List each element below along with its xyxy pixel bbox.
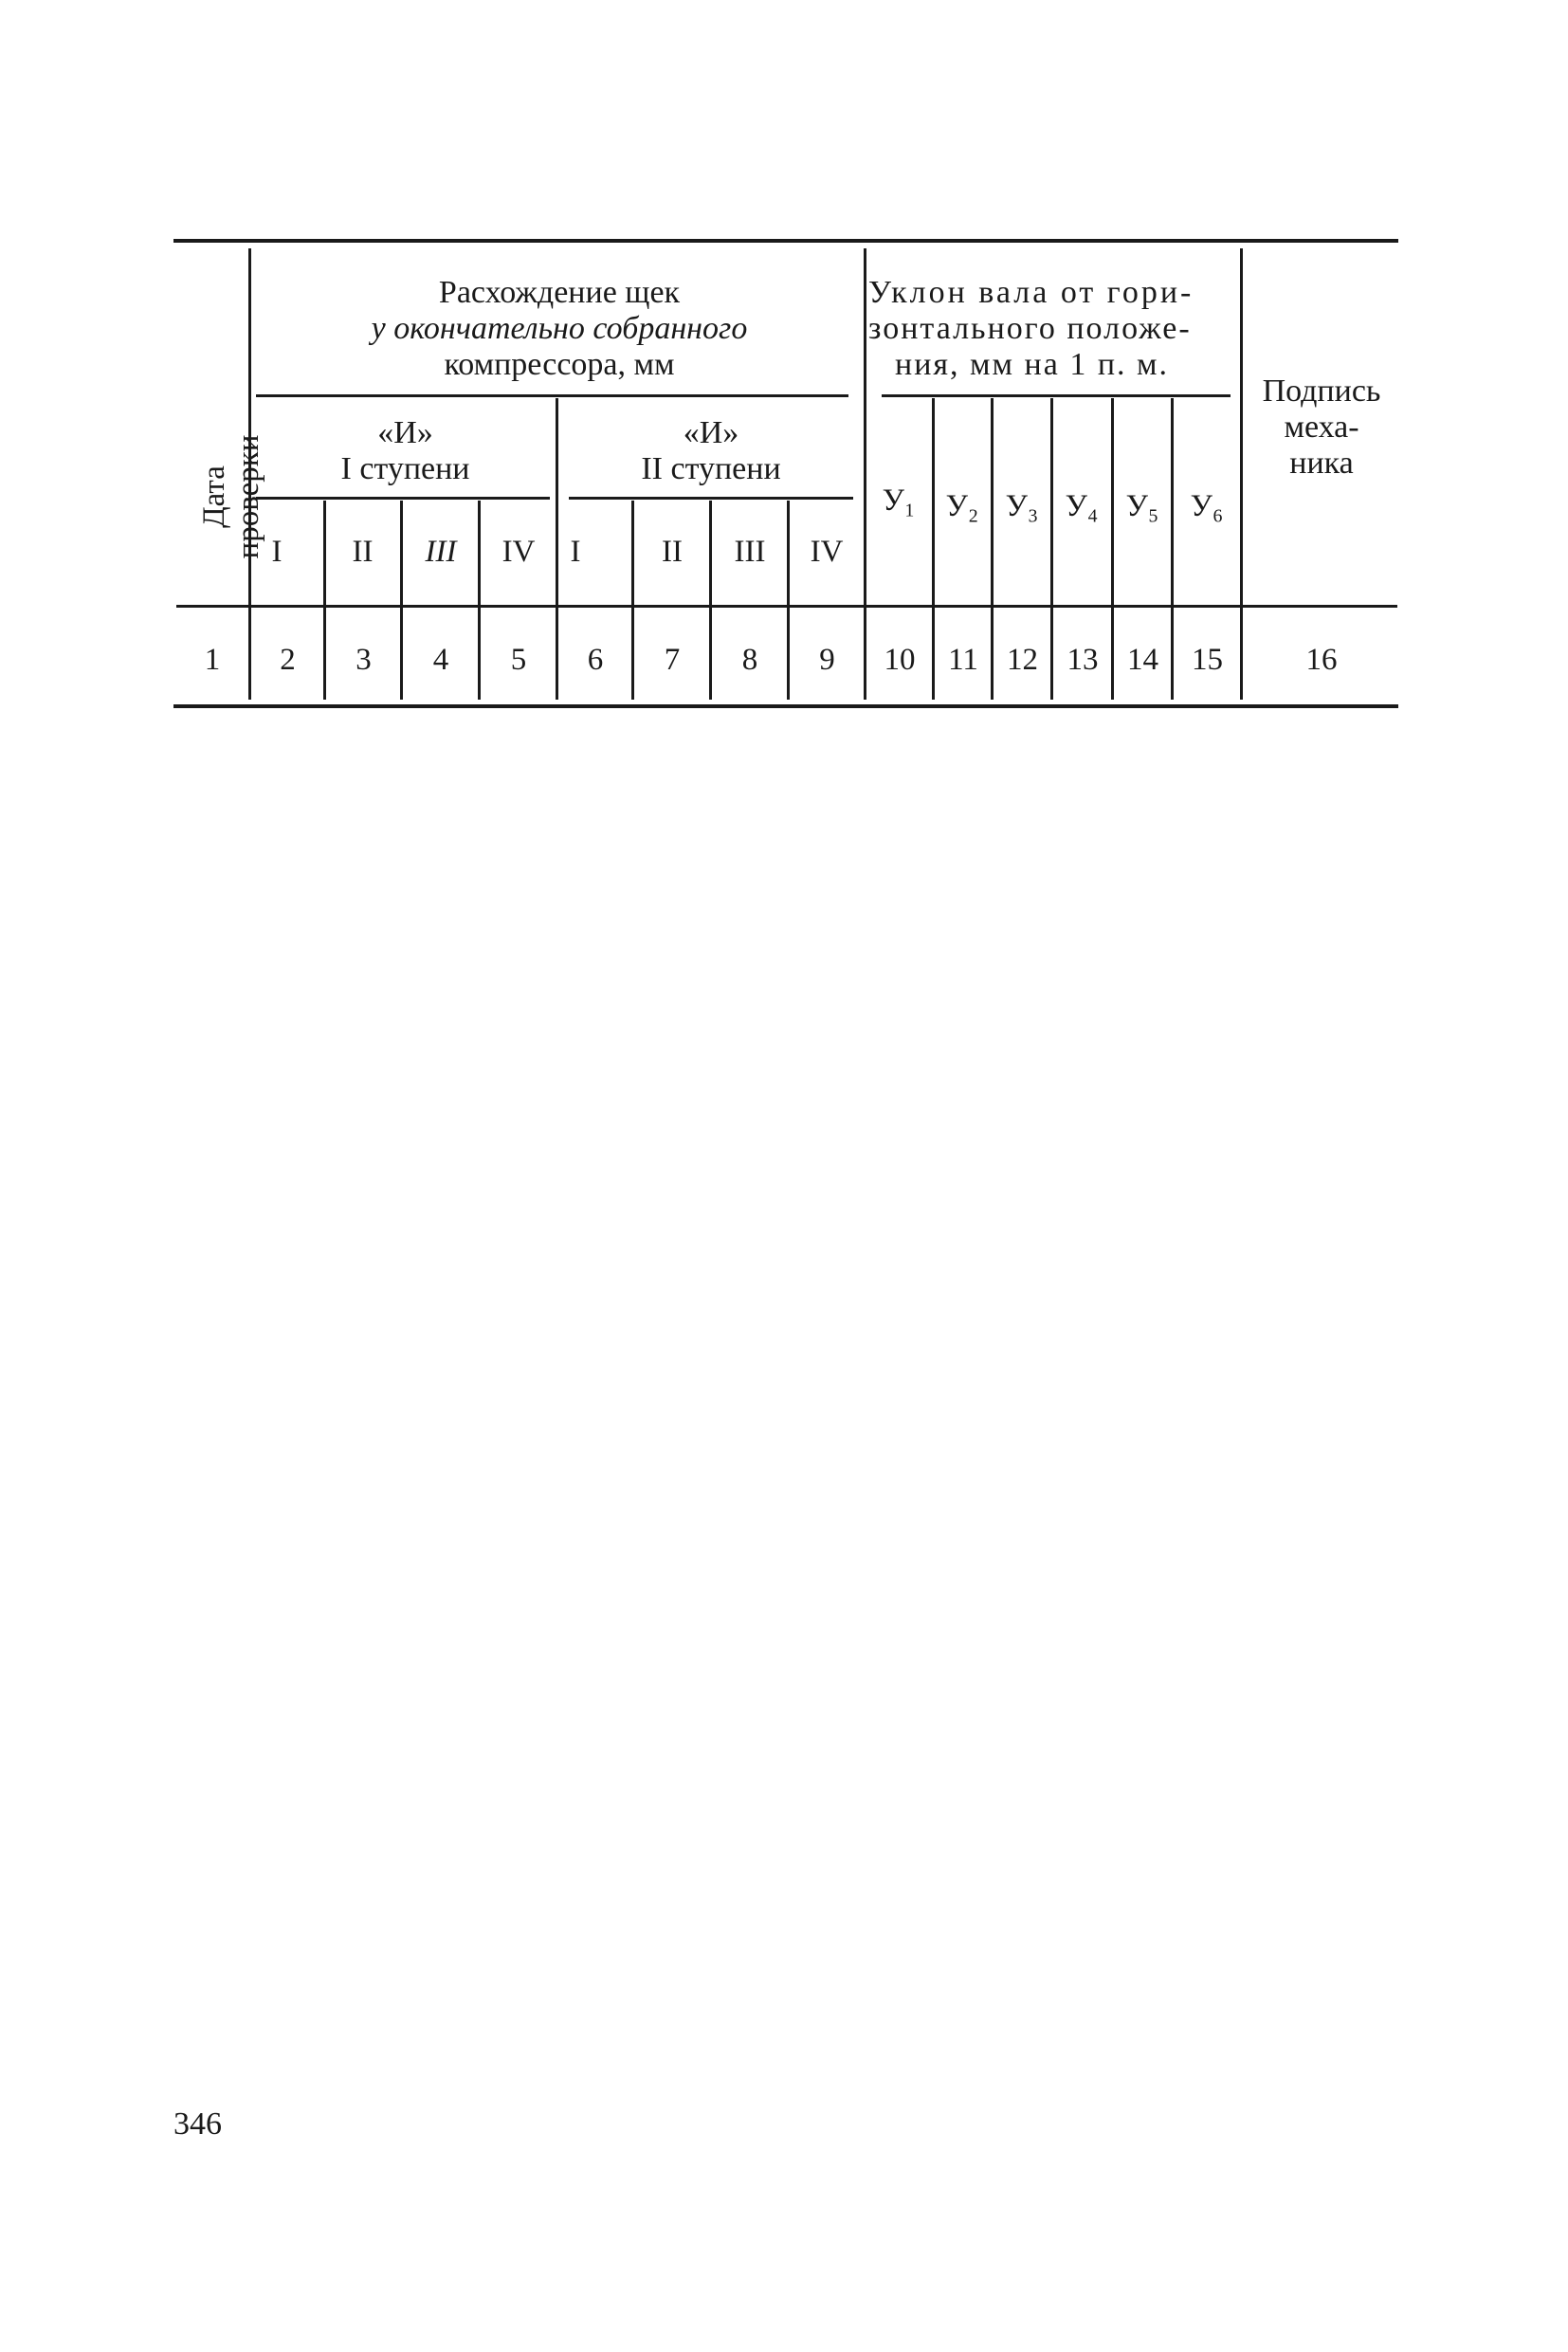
slope-header: Уклон вала от гори- зонтального положе- ния, мм на 1 п. м. (868, 275, 1194, 382)
stage1-header: «И» I ступени (340, 415, 470, 486)
col-divider-15 (1240, 248, 1243, 700)
col-divider-12 (1050, 398, 1053, 700)
col-divider-13 (1111, 398, 1114, 700)
slope-col-label: У₁ (882, 483, 916, 518)
stage2-header: «И» II ступени (641, 415, 781, 486)
col-divider-2 (323, 501, 326, 700)
slope-col-label: У₄ (1065, 489, 1099, 523)
stage1-rule (256, 497, 550, 500)
divergence-header: Расхождение щек у окончательно собранного компрессора, мм (371, 275, 748, 382)
stage1-col-label: I (271, 535, 283, 569)
slope-col-label: У₆ (1190, 489, 1224, 523)
column-number: 12 (1007, 643, 1038, 677)
column-number: 16 (1305, 643, 1338, 677)
date-header: Дата проверки (197, 434, 265, 559)
column-number: 3 (356, 643, 372, 677)
stage1-col-label: II (352, 535, 374, 569)
col-divider-14 (1171, 398, 1174, 700)
column-number: 4 (432, 643, 449, 677)
signature-header: Подпись меха- ника (1262, 374, 1381, 481)
column-number: 15 (1192, 643, 1223, 677)
col-divider-6 (631, 501, 634, 700)
column-number: 11 (948, 643, 978, 677)
column-number: 1 (204, 643, 221, 677)
col-divider-10 (932, 398, 935, 700)
slope-col-label: У₅ (1125, 489, 1159, 523)
column-number: 8 (741, 643, 758, 677)
stage2-col-label: IV (810, 535, 844, 569)
column-number: 9 (819, 643, 835, 677)
stage1-col-label: IV (501, 535, 536, 569)
col-divider-11 (991, 398, 994, 700)
table-bottom-rule (173, 704, 1398, 708)
slope-col-label: У₃ (1005, 489, 1039, 523)
slope-col-label: У₂ (945, 489, 979, 523)
page-number: 346 (173, 2106, 222, 2142)
col-divider-5 (556, 398, 558, 700)
stage2-col-label: II (662, 535, 683, 569)
col-divider-8 (787, 501, 790, 700)
column-number: 7 (664, 643, 681, 677)
stage2-col-label: III (734, 535, 766, 569)
column-number: 14 (1127, 643, 1158, 677)
stage2-rule (569, 497, 853, 500)
column-number: 2 (280, 643, 296, 677)
stage2-col-label: I (570, 535, 581, 569)
col-divider-9 (864, 248, 866, 700)
col-divider-7 (709, 501, 712, 700)
column-number: 6 (587, 643, 604, 677)
column-number: 10 (884, 643, 916, 677)
column-number: 5 (510, 643, 527, 677)
col-divider-4 (478, 501, 481, 700)
slope-header-rule (882, 394, 1231, 397)
col-divider-3 (400, 501, 403, 700)
table-top-rule (173, 239, 1398, 243)
divergence-header-rule (256, 394, 848, 397)
stage1-col-label: III (425, 535, 457, 569)
column-number: 13 (1067, 643, 1099, 677)
